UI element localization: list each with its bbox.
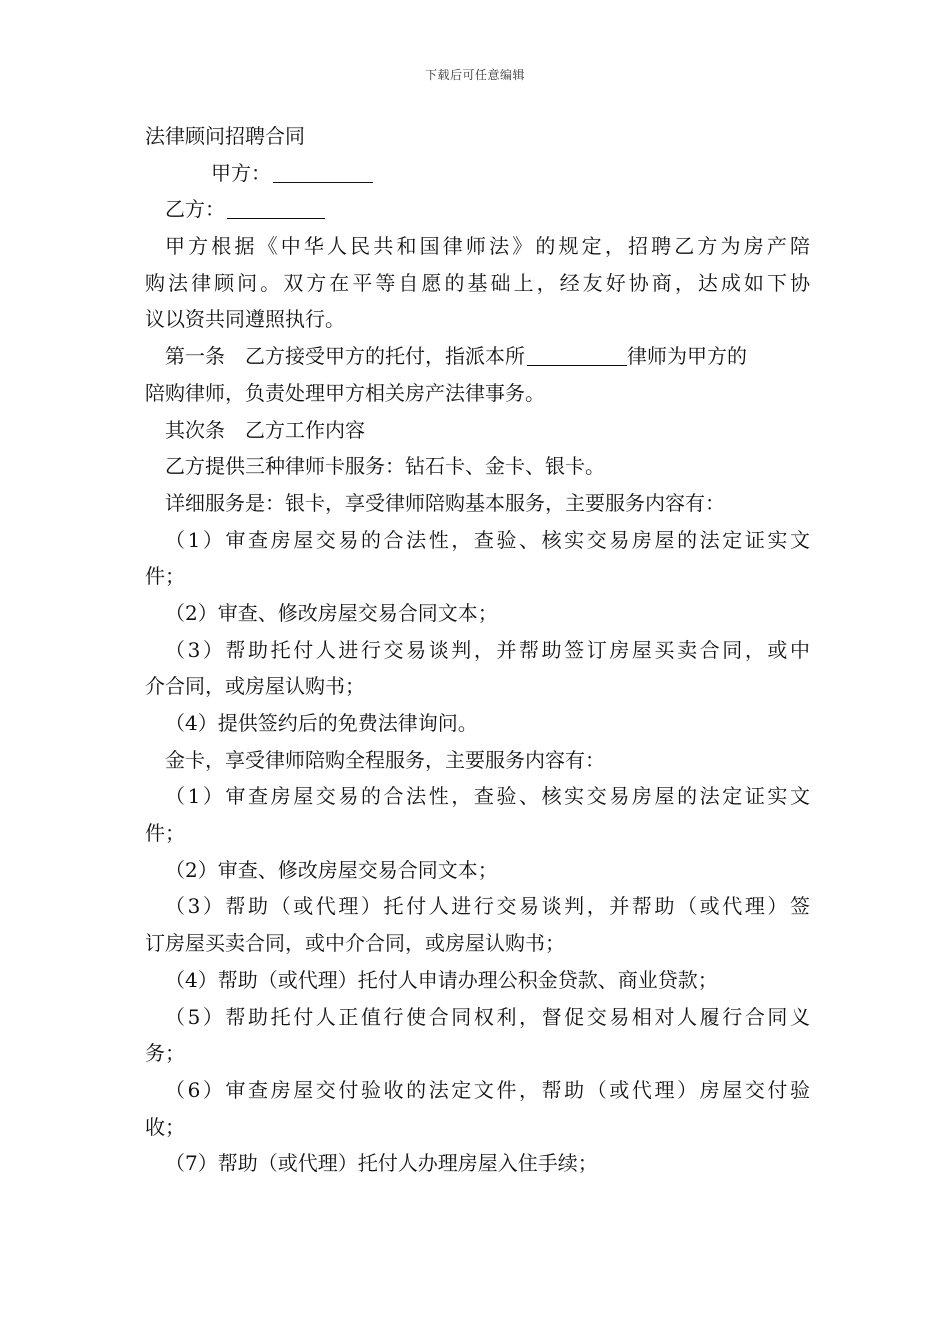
list-item: （7）帮助（或代理）托付人办理房屋入住手续； [165, 1151, 598, 1176]
list-item: （3）帮助（或代理）托付人进行交易谈判，并帮助（或代理）签 [165, 894, 810, 919]
party-a-label: 甲方： [211, 160, 271, 185]
paragraph-line: 购法律顾问。双方在平等自愿的基础上，经友好协商，达成如下协 [145, 270, 810, 295]
page-header-note: 下载后可任意编辑 [424, 68, 525, 82]
party-a-blank [273, 164, 373, 183]
article-1-text-end: 律师为甲方的 [627, 344, 747, 369]
article-1-line [145, 338, 810, 375]
party-b-blank [227, 200, 325, 219]
list-item-cont: 务； [145, 1041, 185, 1066]
list-item: （4）提供签约后的免费法律询问。 [165, 711, 478, 735]
lawyer-name-blank [527, 347, 627, 366]
list-item: （6）审查房屋交付验收的法定文件，帮助（或代理）房屋交付验 [165, 1077, 810, 1102]
paragraph-line: 乙方提供三种律师卡服务：钻石卡、金卡、银卡。 [165, 454, 605, 479]
list-item-cont: 件； [145, 821, 185, 846]
list-item: （5）帮助托付人正值行使合同权利，督促交易相对人履行合同义 [165, 1004, 810, 1029]
list-item-cont: 件； [145, 564, 185, 589]
document-title: 法律顾问招聘合同 [145, 124, 305, 148]
list-item-cont: 介合同，或房屋认购书； [145, 674, 365, 699]
list-item: （1）审查房屋交易的合法性，查验、核实交易房屋的法定证实文 [165, 784, 810, 809]
list-item: （3）帮助托付人进行交易谈判，并帮助签订房屋买卖合同，或中 [165, 637, 810, 662]
list-item: （4）帮助（或代理）托付人申请办理公积金贷款、商业贷款； [165, 967, 718, 992]
list-item: （2）审查、修改房屋交易合同文本； [165, 857, 498, 882]
paragraph-line: 陪购律师，负责处理甲方相关房产法律事务。 [145, 380, 545, 405]
contract-body [145, 118, 810, 1182]
list-item: （2）审查、修改房屋交易合同文本； [165, 600, 498, 625]
party-b-line [145, 191, 810, 228]
article-2-title: 其次条 乙方工作内容 [165, 417, 365, 442]
party-b-label: 乙方： [165, 197, 225, 222]
list-item-cont: 订房屋买卖合同，或中介合同，或房屋认购书； [145, 931, 565, 956]
list-item-cont: 收； [145, 1114, 185, 1139]
silver-card-intro: 详细服务是：银卡，享受律师陪购基本服务，主要服务内容有： [165, 490, 725, 515]
paragraph-line: 议以资共同遵照执行。 [145, 307, 345, 332]
party-a-line [145, 155, 810, 192]
article-1-text: 第一条 乙方接受甲方的托付，指派本所 [165, 344, 525, 369]
paragraph-line: 甲方根据《中华人民共和国律师法》的规定，招聘乙方为房产陪 [165, 234, 810, 259]
gold-card-intro: 金卡，享受律师陪购全程服务，主要服务内容有： [165, 747, 605, 772]
list-item: （1）审查房屋交易的合法性，查验、核实交易房屋的法定证实文 [165, 527, 810, 552]
